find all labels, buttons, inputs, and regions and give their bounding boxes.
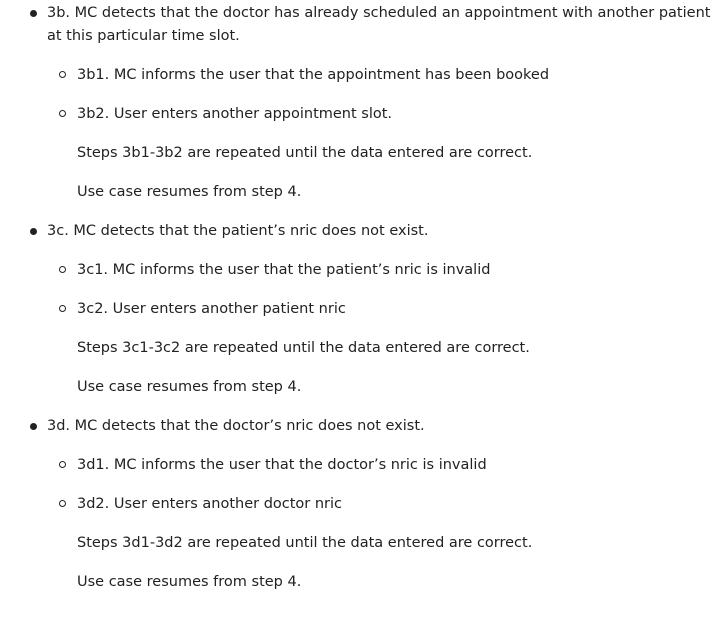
step-3c2: 3c2. User enters another patient nric: [77, 301, 346, 317]
section-3b-heading-line2: at this particular time slot.: [47, 28, 240, 44]
repeat-note-3b: Steps 3b1-3b2 are repeated until the data entered are correct.: [77, 145, 533, 161]
bullet-disc-icon: [30, 228, 37, 235]
section-3c-heading: 3c. MC detects that the patient’s nric does not exist.: [47, 223, 429, 239]
step-3c1: 3c1. MC informs the user that the patient’s nric is invalid: [77, 262, 491, 278]
resume-note-3d: Use case resumes from step 4.: [77, 574, 302, 590]
bullet-circle-icon: [59, 266, 66, 273]
bullet-circle-icon: [59, 305, 66, 312]
step-3d1: 3d1. MC informs the user that the doctor’s nric is invalid: [77, 457, 487, 473]
bullet-circle-icon: [59, 461, 66, 468]
section-3b-heading-line1: 3b. MC detects that the doctor has already scheduled an appointment with another patient: [47, 5, 711, 21]
section-3d-heading: 3d. MC detects that the doctor’s nric does not exist.: [47, 418, 425, 434]
bullet-circle-icon: [59, 110, 66, 117]
bullet-disc-icon: [30, 10, 37, 17]
resume-note-3b: Use case resumes from step 4.: [77, 184, 302, 200]
repeat-note-3c: Steps 3c1-3c2 are repeated until the data entered are correct.: [77, 340, 530, 356]
bullet-circle-icon: [59, 71, 66, 78]
resume-note-3c: Use case resumes from step 4.: [77, 379, 302, 395]
step-3b2: 3b2. User enters another appointment slot.: [77, 106, 393, 122]
step-3d2: 3d2. User enters another doctor nric: [77, 496, 343, 512]
bullet-disc-icon: [30, 423, 37, 430]
repeat-note-3d: Steps 3d1-3d2 are repeated until the data entered are correct.: [77, 535, 533, 551]
bullet-circle-icon: [59, 500, 66, 507]
step-3b1: 3b1. MC informs the user that the appointment has been booked: [77, 67, 550, 83]
